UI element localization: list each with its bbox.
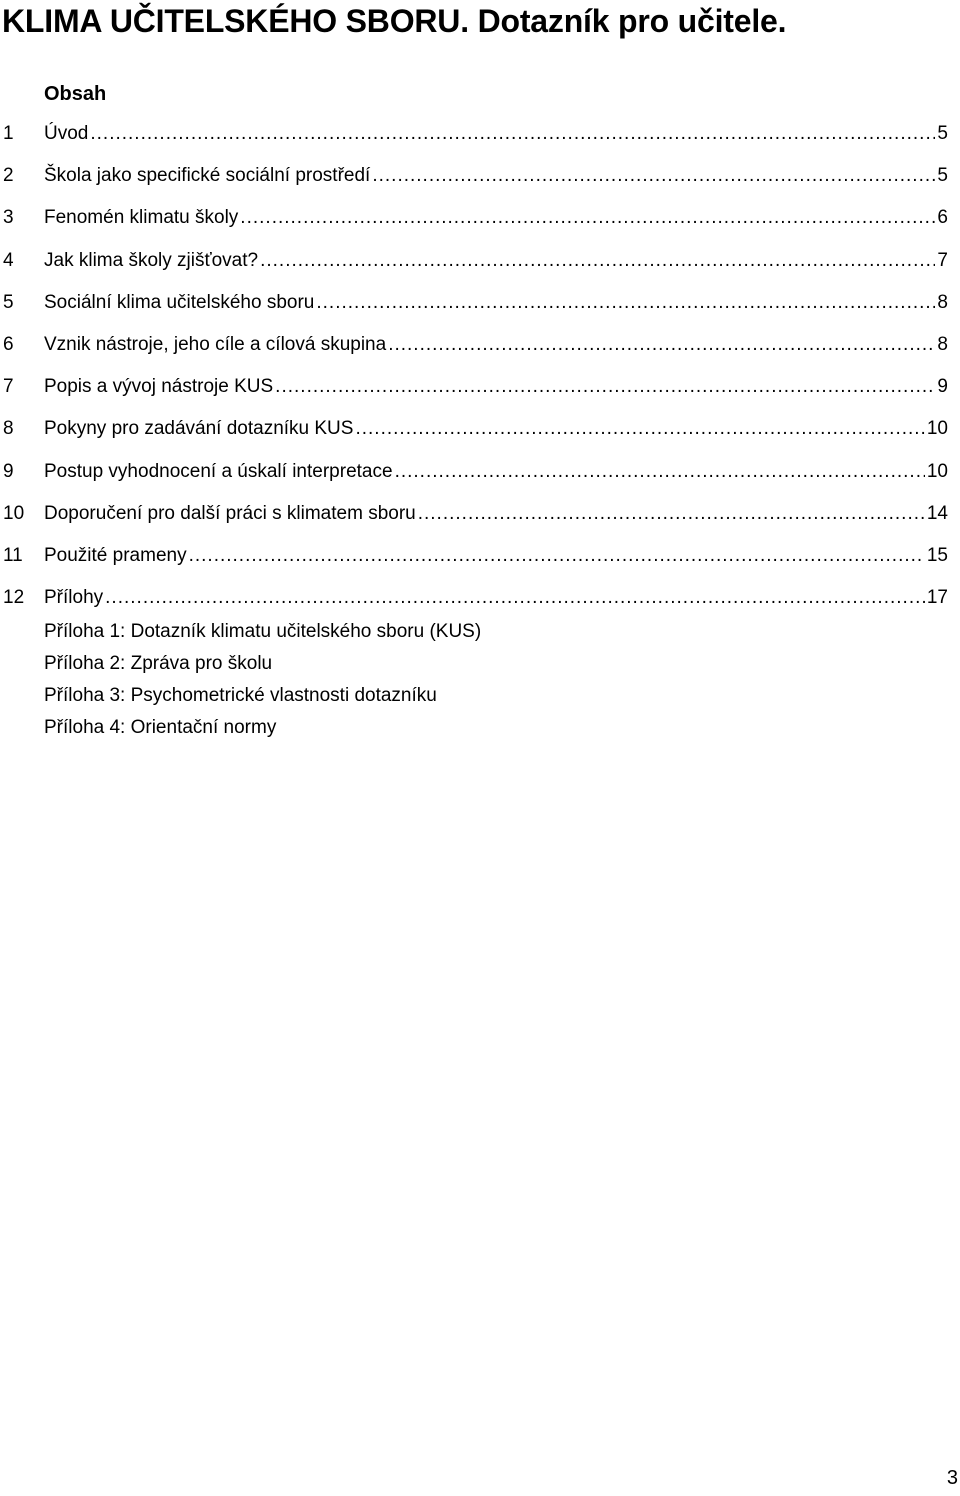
toc-entry-label: Jak klima školy zjišťovat? (44, 249, 259, 271)
toc-entry-label: Úvod (44, 123, 89, 144)
toc-entry-number: 9 (3, 460, 14, 482)
document-title: KLIMA UČITELSKÉHO SBORU. Dotazník pro učitele. (2, 3, 787, 39)
toc-entry-number: 3 (3, 207, 14, 229)
toc-dot-leader (372, 164, 935, 188)
toc-dot-leader (418, 502, 925, 526)
toc-dot-leader (260, 249, 935, 273)
toc-entry-number: 4 (3, 249, 14, 271)
toc-entry-number: 8 (3, 418, 14, 440)
toc-dot-leader (275, 375, 935, 399)
toc-entry-page: 15 (926, 544, 948, 566)
toc-entry-page: 14 (926, 502, 948, 524)
toc-entry-number: 7 (3, 376, 14, 398)
toc-entry-number: 2 (3, 165, 14, 187)
toc-entry-5[interactable] (0, 291, 948, 333)
toc-entry-label: Použité prameny (44, 544, 187, 566)
table-of-contents (0, 122, 948, 628)
toc-entry-page: 8 (937, 291, 948, 313)
toc-entry-page: 17 (926, 587, 948, 609)
toc-entry-label: Pokyny pro zadávání dotazníku KUS (44, 418, 354, 440)
toc-entry-6[interactable] (0, 333, 948, 375)
toc-entry-page: 10 (926, 460, 948, 482)
toc-entry-label: Přílohy (44, 587, 104, 609)
toc-entry-number: 5 (3, 291, 14, 313)
toc-entry-number: 6 (3, 333, 14, 355)
toc-entry-2[interactable] (0, 164, 948, 206)
toc-entry-3[interactable] (0, 206, 948, 248)
appendix-item-1: Příloha 1: Dotazník klimatu učitelského sboru (KUS) (44, 621, 482, 642)
toc-entry-page: 8 (937, 333, 948, 355)
toc-entry-label: Sociální klima učitelského sboru (44, 291, 315, 313)
toc-entry-number: 12 (3, 587, 25, 609)
toc-entry-page: 10 (926, 418, 948, 440)
toc-entry-label: Doporučení pro další práci s klimatem sboru (44, 502, 416, 524)
toc-entry-7[interactable] (0, 375, 948, 417)
toc-dot-leader (90, 122, 935, 146)
toc-dot-leader (189, 544, 925, 568)
toc-entry-label: Škola jako specifické sociální prostředí (44, 165, 371, 187)
appendix-item-2: Příloha 2: Zpráva pro školu (44, 653, 273, 674)
toc-entry-label: Vznik nástroje, jeho cíle a cílová skupina (44, 333, 387, 355)
toc-entry-8[interactable] (0, 417, 948, 459)
toc-entry-10[interactable] (0, 502, 948, 544)
toc-entry-page: 7 (937, 249, 948, 271)
toc-dot-leader (355, 417, 924, 441)
toc-entry-9[interactable] (0, 460, 948, 502)
toc-dot-leader (395, 460, 925, 484)
page-number: 3 (946, 1467, 958, 1489)
toc-dot-leader (105, 586, 925, 610)
toc-entry-page: 6 (937, 207, 948, 229)
toc-dot-leader (316, 291, 935, 315)
toc-entry-4[interactable] (0, 249, 948, 291)
toc-heading: Obsah (44, 83, 107, 105)
toc-dot-leader (388, 333, 935, 357)
toc-entry-label: Popis a vývoj nástroje KUS (44, 376, 274, 398)
toc-entry-label: Fenomén klimatu školy (44, 207, 239, 229)
toc-dot-leader (240, 206, 935, 230)
toc-entry-number: 11 (3, 544, 23, 566)
toc-entry-number: 1 (3, 123, 14, 144)
appendix-item-4: Příloha 4: Orientační normy (44, 717, 277, 738)
appendix-item-3: Příloha 3: Psychometrické vlastnosti dotazníku (44, 685, 437, 706)
toc-entry-11[interactable] (0, 544, 948, 586)
toc-entry-number: 10 (3, 502, 25, 524)
toc-entry-label: Postup vyhodnocení a úskalí interpretace (44, 460, 393, 482)
toc-entry-page: 9 (937, 376, 948, 398)
appendix-list (44, 620, 481, 748)
toc-entry-page: 5 (937, 165, 948, 187)
toc-entry-1[interactable] (0, 122, 948, 164)
toc-entry-page: 5 (937, 123, 948, 144)
